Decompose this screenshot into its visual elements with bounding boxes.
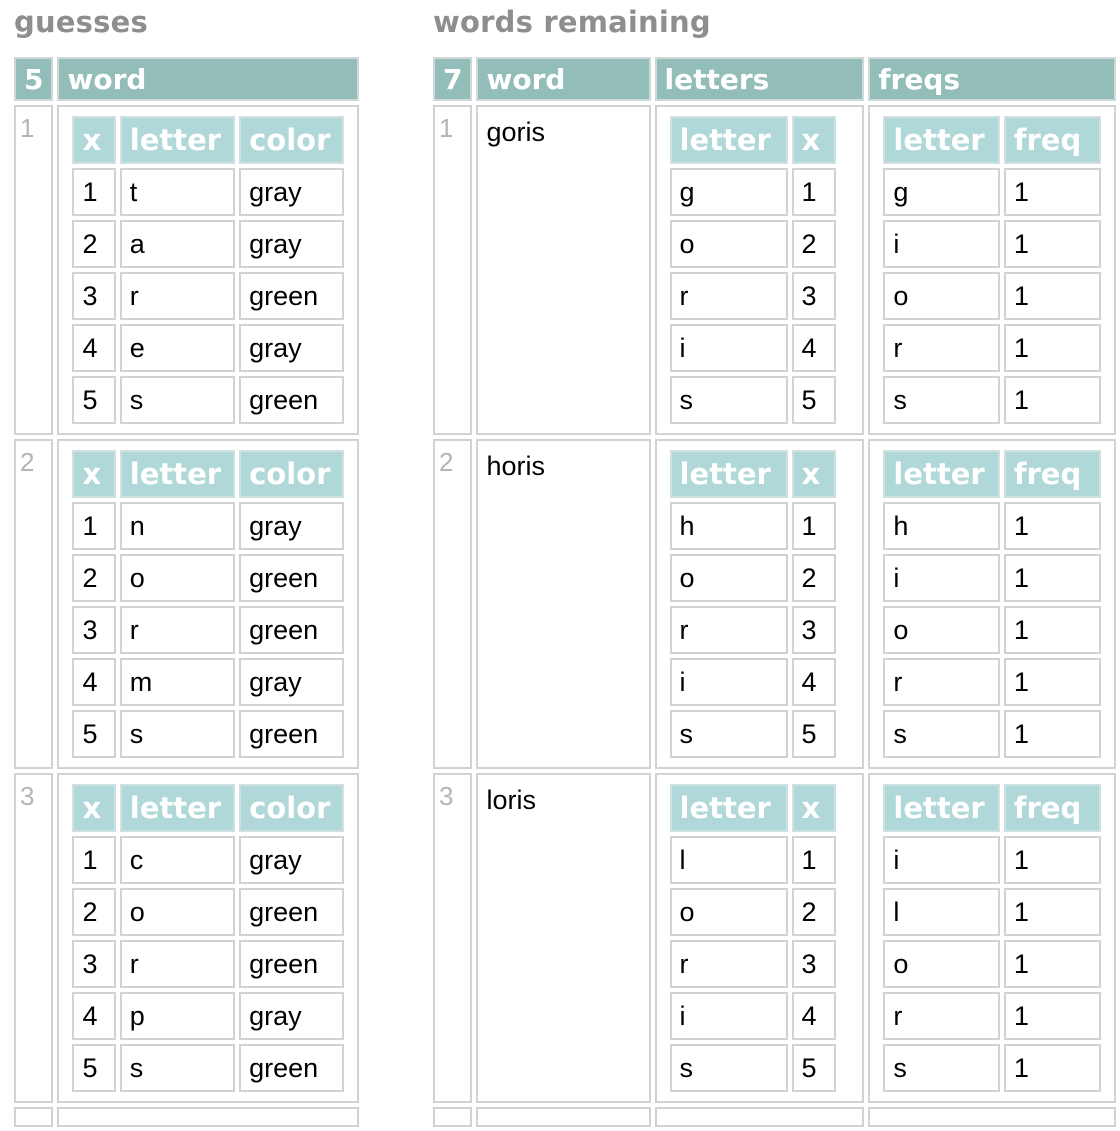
letter-cell: n bbox=[120, 502, 235, 550]
letters-cell bbox=[655, 1107, 865, 1127]
letter-cell: r bbox=[883, 992, 999, 1040]
freq-cell: 1 bbox=[1004, 658, 1101, 706]
x-cell: 2 bbox=[72, 220, 115, 268]
color-cell: gray bbox=[239, 324, 344, 372]
x-cell: 2 bbox=[792, 888, 836, 936]
freq-row bbox=[883, 836, 1101, 884]
freq-header: freq bbox=[1004, 116, 1101, 164]
x-cell: 5 bbox=[792, 1044, 836, 1092]
letter-row bbox=[72, 272, 344, 320]
freq-row bbox=[883, 606, 1101, 654]
freq-cell: 1 bbox=[1004, 606, 1101, 654]
guess-index bbox=[14, 1107, 53, 1127]
color-cell: gray bbox=[239, 658, 344, 706]
letter-header: letter bbox=[120, 784, 235, 832]
guesses-title: guesses bbox=[14, 5, 148, 39]
letter-row bbox=[670, 272, 836, 320]
color-cell: gray bbox=[239, 836, 344, 884]
word-row bbox=[433, 105, 1116, 435]
letter-row bbox=[72, 658, 344, 706]
x-header: x bbox=[792, 784, 836, 832]
freq-row bbox=[883, 220, 1101, 268]
words-word-header: word bbox=[476, 57, 650, 101]
letter-cell: l bbox=[883, 888, 999, 936]
freq-cell: 1 bbox=[1004, 888, 1101, 936]
freq-cell: 1 bbox=[1004, 168, 1101, 216]
letter-row bbox=[72, 606, 344, 654]
letter-row bbox=[670, 1044, 836, 1092]
word-cell: loris bbox=[476, 773, 650, 1103]
letter-row bbox=[670, 888, 836, 936]
guess-index: 2 bbox=[14, 439, 53, 769]
word-index: 1 bbox=[433, 105, 472, 435]
letter-cell: i bbox=[883, 554, 999, 602]
word-cell bbox=[476, 1107, 650, 1127]
guesses-word-header: word bbox=[57, 57, 359, 101]
color-cell: green bbox=[239, 940, 344, 988]
x-cell: 4 bbox=[72, 992, 115, 1040]
word-cell: horis bbox=[476, 439, 650, 769]
x-cell: 3 bbox=[72, 606, 115, 654]
x-header: x bbox=[72, 784, 115, 832]
color-cell: green bbox=[239, 710, 344, 758]
letter-cell: o bbox=[670, 554, 788, 602]
x-cell: 4 bbox=[72, 658, 115, 706]
freqs-cell bbox=[868, 1107, 1116, 1127]
x-header: x bbox=[72, 450, 115, 498]
freq-cell: 1 bbox=[1004, 376, 1101, 424]
freq-row bbox=[883, 324, 1101, 372]
word-cell: goris bbox=[476, 105, 650, 435]
x-cell: 5 bbox=[72, 710, 115, 758]
letter-cell: i bbox=[670, 324, 788, 372]
guess-row bbox=[14, 105, 359, 435]
letters-cell bbox=[655, 105, 865, 435]
freq-row bbox=[883, 658, 1101, 706]
color-header: color bbox=[239, 784, 344, 832]
x-cell: 3 bbox=[792, 940, 836, 988]
letter-cell: o bbox=[670, 220, 788, 268]
x-cell: 2 bbox=[72, 888, 115, 936]
color-cell: green bbox=[239, 376, 344, 424]
x-cell: 1 bbox=[72, 168, 115, 216]
letter-row bbox=[72, 168, 344, 216]
guesses-table bbox=[10, 53, 363, 1131]
letter-cell: a bbox=[120, 220, 235, 268]
letter-cell: o bbox=[883, 606, 999, 654]
x-cell: 1 bbox=[792, 836, 836, 884]
word-index: 2 bbox=[433, 439, 472, 769]
letter-row bbox=[72, 1044, 344, 1092]
letter-header: letter bbox=[883, 450, 999, 498]
freqs-cell bbox=[868, 773, 1116, 1103]
x-header: x bbox=[72, 116, 115, 164]
x-cell: 5 bbox=[72, 376, 115, 424]
letter-row bbox=[670, 992, 836, 1040]
letter-row bbox=[670, 606, 836, 654]
letters-cell bbox=[655, 439, 865, 769]
letter-cell: i bbox=[883, 220, 999, 268]
letter-header: letter bbox=[670, 450, 788, 498]
x-cell: 4 bbox=[72, 324, 115, 372]
freq-cell: 1 bbox=[1004, 324, 1101, 372]
freq-row bbox=[883, 940, 1101, 988]
color-cell: green bbox=[239, 272, 344, 320]
letter-cell: l bbox=[670, 836, 788, 884]
x-cell: 3 bbox=[72, 940, 115, 988]
words-freqs-header: freqs bbox=[868, 57, 1116, 101]
x-cell: 1 bbox=[792, 168, 836, 216]
letter-cell: g bbox=[670, 168, 788, 216]
letter-cell: r bbox=[120, 940, 235, 988]
letter-cell: s bbox=[883, 376, 999, 424]
freq-row bbox=[883, 272, 1101, 320]
freqs-table bbox=[879, 780, 1105, 1096]
letter-cell: h bbox=[670, 502, 788, 550]
letter-cell: g bbox=[883, 168, 999, 216]
guess-letter-table bbox=[68, 112, 348, 428]
freqs-cell bbox=[868, 105, 1116, 435]
letter-row bbox=[72, 502, 344, 550]
letter-cell: o bbox=[120, 888, 235, 936]
x-cell: 3 bbox=[72, 272, 115, 320]
x-cell: 4 bbox=[792, 992, 836, 1040]
color-cell: green bbox=[239, 554, 344, 602]
freq-cell: 1 bbox=[1004, 502, 1101, 550]
x-cell: 4 bbox=[792, 324, 836, 372]
guess-detail-cell bbox=[57, 1107, 359, 1127]
x-cell: 3 bbox=[792, 272, 836, 320]
letter-row bbox=[670, 658, 836, 706]
letter-row bbox=[670, 554, 836, 602]
freq-header: freq bbox=[1004, 784, 1101, 832]
words-remaining-table bbox=[429, 53, 1120, 1131]
letter-row bbox=[670, 710, 836, 758]
x-cell: 1 bbox=[792, 502, 836, 550]
letter-row bbox=[72, 324, 344, 372]
color-cell: gray bbox=[239, 992, 344, 1040]
letter-row bbox=[72, 376, 344, 424]
words-letters-header: letters bbox=[655, 57, 865, 101]
x-cell: 2 bbox=[792, 220, 836, 268]
letters-cell bbox=[655, 773, 865, 1103]
letter-row bbox=[72, 888, 344, 936]
letters-table bbox=[666, 780, 840, 1096]
freq-cell: 1 bbox=[1004, 940, 1101, 988]
letter-cell: r bbox=[670, 272, 788, 320]
word-row bbox=[433, 773, 1116, 1103]
letter-cell: o bbox=[883, 940, 999, 988]
letter-cell: s bbox=[120, 376, 235, 424]
letter-row bbox=[72, 554, 344, 602]
x-cell: 5 bbox=[792, 710, 836, 758]
x-cell: 2 bbox=[792, 554, 836, 602]
letter-row bbox=[72, 940, 344, 988]
letter-header: letter bbox=[120, 116, 235, 164]
guess-row bbox=[14, 439, 359, 769]
letter-cell: i bbox=[670, 658, 788, 706]
x-cell: 5 bbox=[792, 376, 836, 424]
freq-header: freq bbox=[1004, 450, 1101, 498]
freq-row bbox=[883, 376, 1101, 424]
letter-row bbox=[670, 836, 836, 884]
color-cell: gray bbox=[239, 220, 344, 268]
letter-cell: o bbox=[883, 272, 999, 320]
letters-table bbox=[666, 446, 840, 762]
letter-header: letter bbox=[120, 450, 235, 498]
color-cell: gray bbox=[239, 502, 344, 550]
letter-cell: o bbox=[670, 888, 788, 936]
freq-row bbox=[883, 168, 1101, 216]
letter-header: letter bbox=[670, 784, 788, 832]
letter-cell: m bbox=[120, 658, 235, 706]
letter-cell: h bbox=[883, 502, 999, 550]
guesses-count-header: 5 bbox=[14, 57, 53, 101]
freq-row bbox=[883, 710, 1101, 758]
words-remaining-title: words remaining bbox=[433, 5, 711, 39]
word-index bbox=[433, 1107, 472, 1127]
letter-cell: i bbox=[670, 992, 788, 1040]
letter-row bbox=[670, 376, 836, 424]
x-header: x bbox=[792, 116, 836, 164]
x-cell: 4 bbox=[792, 658, 836, 706]
freqs-cell bbox=[868, 439, 1116, 769]
freq-row bbox=[883, 1044, 1101, 1092]
letter-row bbox=[670, 502, 836, 550]
letter-cell: t bbox=[120, 168, 235, 216]
color-header: color bbox=[239, 450, 344, 498]
freq-cell: 1 bbox=[1004, 272, 1101, 320]
x-cell: 1 bbox=[72, 836, 115, 884]
letter-header: letter bbox=[883, 784, 999, 832]
guess-detail-cell bbox=[57, 773, 359, 1103]
x-cell: 5 bbox=[72, 1044, 115, 1092]
freq-cell: 1 bbox=[1004, 992, 1101, 1040]
letter-cell: r bbox=[883, 658, 999, 706]
freqs-table bbox=[879, 112, 1105, 428]
letter-cell: s bbox=[883, 710, 999, 758]
word-index: 3 bbox=[433, 773, 472, 1103]
word-row-partial bbox=[433, 1107, 1116, 1127]
letter-cell: r bbox=[670, 940, 788, 988]
word-row bbox=[433, 439, 1116, 769]
freq-cell: 1 bbox=[1004, 710, 1101, 758]
letter-cell: s bbox=[670, 376, 788, 424]
letter-cell: e bbox=[120, 324, 235, 372]
letter-cell: r bbox=[120, 272, 235, 320]
letter-header: letter bbox=[883, 116, 999, 164]
letter-cell: p bbox=[120, 992, 235, 1040]
guess-index: 3 bbox=[14, 773, 53, 1103]
x-cell: 2 bbox=[72, 554, 115, 602]
letter-cell: r bbox=[883, 324, 999, 372]
color-cell: green bbox=[239, 606, 344, 654]
letter-cell: c bbox=[120, 836, 235, 884]
words-header-row bbox=[433, 57, 1116, 101]
letter-row bbox=[670, 220, 836, 268]
freqs-table bbox=[879, 446, 1105, 762]
letter-cell: o bbox=[120, 554, 235, 602]
x-header: x bbox=[792, 450, 836, 498]
letter-row bbox=[72, 992, 344, 1040]
freq-row bbox=[883, 502, 1101, 550]
letter-row bbox=[670, 168, 836, 216]
letter-cell: r bbox=[120, 606, 235, 654]
freq-cell: 1 bbox=[1004, 1044, 1101, 1092]
letter-cell: s bbox=[120, 710, 235, 758]
letter-cell: s bbox=[670, 710, 788, 758]
letter-row bbox=[670, 324, 836, 372]
color-cell: gray bbox=[239, 168, 344, 216]
guesses-header-row bbox=[14, 57, 359, 101]
words-count-header: 7 bbox=[433, 57, 472, 101]
guess-detail-cell bbox=[57, 439, 359, 769]
guess-row-partial bbox=[14, 1107, 359, 1127]
letter-header: letter bbox=[670, 116, 788, 164]
letter-row bbox=[72, 710, 344, 758]
freq-cell: 1 bbox=[1004, 220, 1101, 268]
freq-row bbox=[883, 992, 1101, 1040]
color-cell: green bbox=[239, 888, 344, 936]
guess-letter-table bbox=[68, 780, 348, 1096]
guess-detail-cell bbox=[57, 105, 359, 435]
letter-cell: s bbox=[883, 1044, 999, 1092]
letter-row bbox=[72, 836, 344, 884]
letter-cell: i bbox=[883, 836, 999, 884]
freq-cell: 1 bbox=[1004, 836, 1101, 884]
letter-cell: s bbox=[670, 1044, 788, 1092]
x-cell: 1 bbox=[72, 502, 115, 550]
freq-row bbox=[883, 888, 1101, 936]
letter-cell: s bbox=[120, 1044, 235, 1092]
letter-row bbox=[72, 220, 344, 268]
freq-cell: 1 bbox=[1004, 554, 1101, 602]
guess-row bbox=[14, 773, 359, 1103]
x-cell: 3 bbox=[792, 606, 836, 654]
letter-row bbox=[670, 940, 836, 988]
letter-cell: r bbox=[670, 606, 788, 654]
freq-row bbox=[883, 554, 1101, 602]
letters-table bbox=[666, 112, 840, 428]
color-cell: green bbox=[239, 1044, 344, 1092]
guess-index: 1 bbox=[14, 105, 53, 435]
guess-letter-table bbox=[68, 446, 348, 762]
color-header: color bbox=[239, 116, 344, 164]
